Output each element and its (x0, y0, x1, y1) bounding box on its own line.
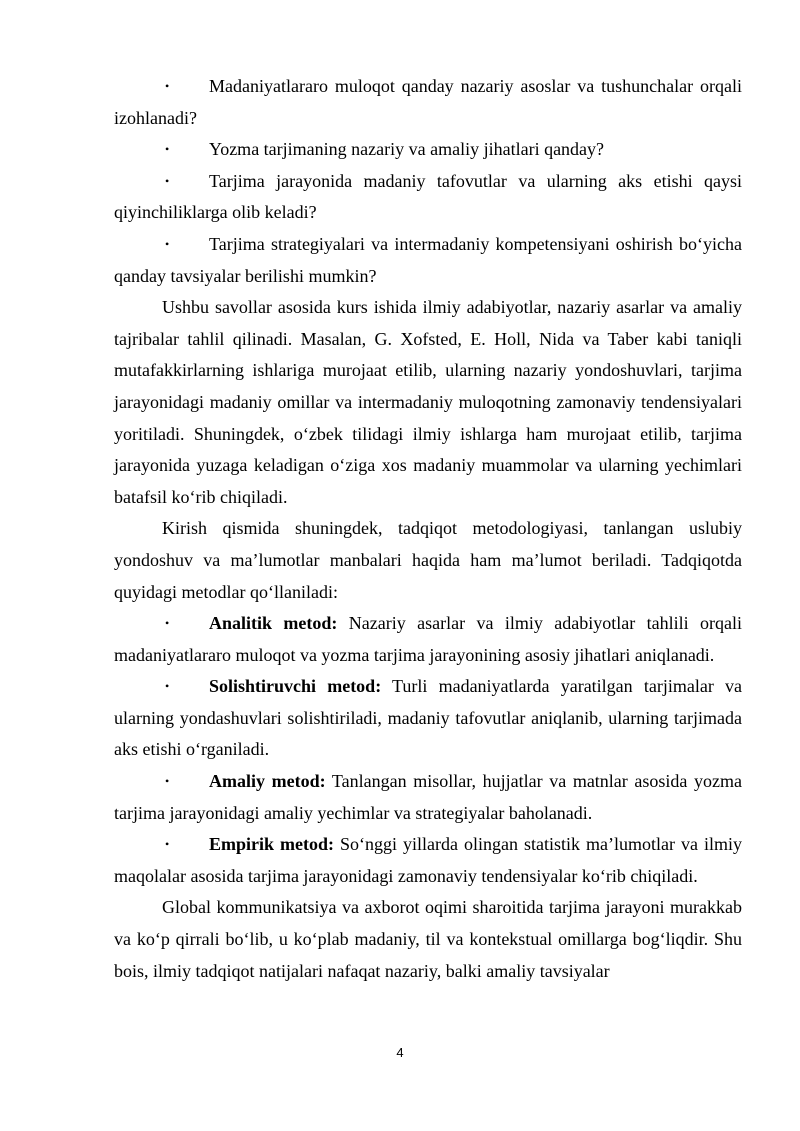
bullet-icon: • (165, 173, 170, 188)
bullet-item (114, 166, 742, 229)
bullet-text: Yozma tarjimaning nazariy va amaliy jihatlari qanday? (209, 139, 605, 160)
bullet-item (114, 134, 742, 166)
page-number: 4 (396, 1045, 404, 1060)
method-item (114, 829, 742, 892)
bullet-text: Madaniyatlararo muloqot qanday nazariy asoslar va tushunchalar orqali izohlanadi? (114, 76, 742, 128)
paragraph: Ushbu savollar asosida kurs ishida ilmiy adabiyotlar, nazariy asarlar va amaliy tajribalar tahlil qilinadi. Masalan, G. Xofsted, E. Holl, Nida va Taber kabi taniqli mutafakkirlarning ishlariga murojaat etilib, ularning nazariy yondoshuvlari, tarjima jarayonidagi madaniy omillar va intermadaniy muloqotning zamonaviy tendensiyalari yoritiladi. Shuningdek, o‘zbek tilidagi ilmiy ishlarga ham murojaat etilib, tarjima jarayonida yuzaga keladigan o‘ziga xos madaniy muammolar va ularning yechimlari batafsil ko‘rib chiqiladi. (114, 297, 742, 507)
method-term: Analitik metod: (209, 613, 338, 634)
bullet-icon: • (165, 679, 170, 694)
bullet-icon: • (165, 142, 170, 157)
method-term: Empirik metod: (209, 834, 335, 855)
document-body (114, 71, 742, 987)
method-item (114, 671, 742, 766)
bullet-text: Tarjima jarayonida madaniy tafovutlar va ularning aks etishi qaysi qiyinchiliklarga olib keladi? (114, 170, 742, 223)
method-text: Turli madaniyatlarda yaratilgan tarjimalar va ularning yondashuvlari solishtiriladi, madaniy tafovutlar aniqlanib, ularning tarjimada aks etishi o‘rganiladi. (114, 676, 742, 760)
method-item (114, 608, 742, 671)
bullet-text: Tarjima strategiyalari va intermadaniy kompetensiyani oshirish bo‘yicha qanday tavsiyalar berilishi mumkin? (114, 233, 742, 286)
bullet-item (114, 229, 742, 292)
bullet-item (114, 71, 742, 134)
method-term: Amaliy metod: (209, 771, 326, 792)
method-text: Nazariy asarlar va ilmiy adabiyotlar tahlili orqali madaniyatlararo muloqot va yozma tarjima jarayonining asosiy jihatlari aniqlanadi. (114, 613, 742, 665)
method-item (114, 766, 742, 829)
method-text: Tanlangan misollar, hujjatlar va matnlar asosida yozma tarjima jarayonidagi amaliy yechimlar va strategiyalar baholanadi. (114, 771, 742, 823)
method-text: So‘nggi yillarda olingan statistik ma’lumotlar va ilmiy maqolalar asosida tarjima jarayonidagi zamonaviy tendensiyalar ko‘rib chiqiladi. (114, 834, 742, 886)
bullet-icon: • (165, 236, 170, 251)
bullet-icon: • (165, 774, 170, 789)
paragraph: Global kommunikatsiya va axborot oqimi sharoitida tarjima jarayoni murakkab va ko‘p qirrali bo‘lib, u ko‘plab madaniy, til va kontekstual omillarga bog‘liqdir. Shu bois, ilmiy tadqiqot natijalari nafaqat nazariy, balki amaliy tavsiyalar (114, 897, 742, 981)
paragraph: Kirish qismida shuningdek, tadqiqot metodologiyasi, tanlangan uslubiy yondoshuv va ma’lumotlar manbalari haqida ham ma’lumot beriladi. Tadqiqotda quyidagi metodlar qo‘llaniladi: (114, 518, 742, 602)
bullet-icon: • (165, 837, 170, 852)
bullet-icon: • (165, 616, 170, 631)
method-term: Solishtiruvchi metod: (209, 676, 382, 697)
bullet-icon: • (165, 79, 170, 93)
